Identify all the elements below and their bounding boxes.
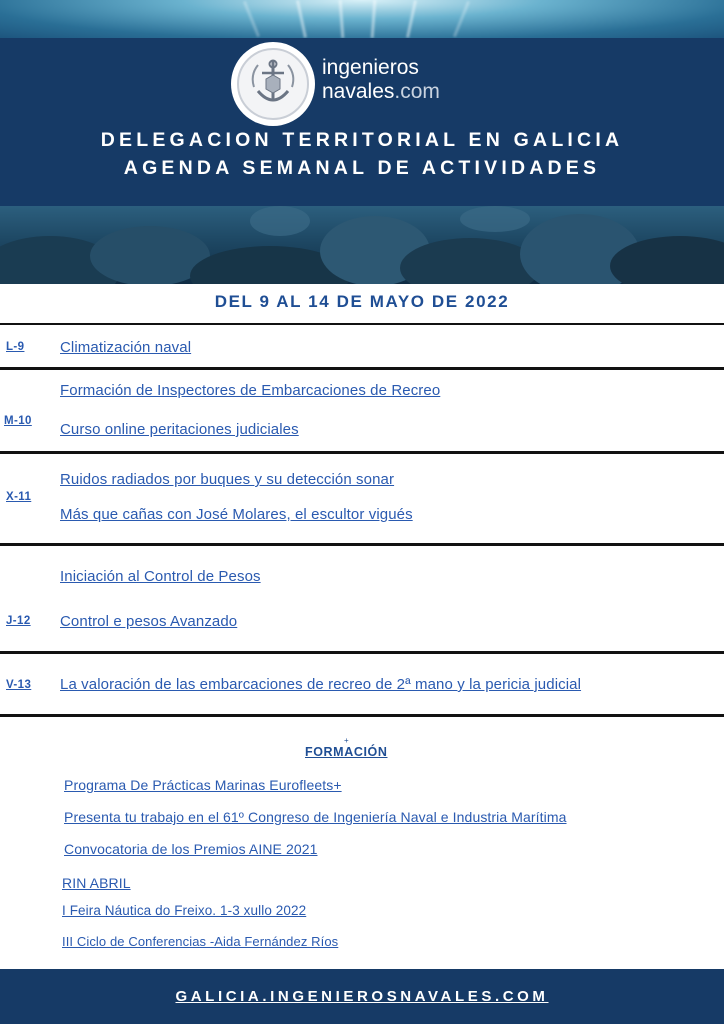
event-link[interactable]: Control e pesos Avanzado <box>60 613 238 630</box>
day-label-v13[interactable]: V-13 <box>6 679 32 691</box>
divider <box>0 651 724 654</box>
anchor-crest-icon <box>248 57 298 111</box>
event-link[interactable]: Curso online peritaciones judiciales <box>60 421 299 438</box>
header-banner <box>0 38 724 206</box>
day-label-m10[interactable]: M-10 <box>4 415 32 427</box>
event-link[interactable]: Más que cañas con José Molares, el escultor vigués <box>60 506 413 523</box>
footer-website-link[interactable]: GALICIA.INGENIEROSNAVALES.COM <box>175 988 549 1005</box>
event-link[interactable]: Climatización naval <box>60 339 192 356</box>
day-label-x11[interactable]: X-11 <box>6 491 32 503</box>
divider <box>0 367 724 370</box>
logo-domain: .com <box>394 80 440 103</box>
day-label-l9[interactable]: L-9 <box>6 341 25 353</box>
event-link[interactable]: Iniciación al Control de Pesos <box>60 568 261 585</box>
seabed-image <box>0 206 724 284</box>
event-link[interactable]: Formación de Inspectores de Embarcaciones de Recreo <box>60 382 441 399</box>
divider <box>0 323 724 325</box>
divider <box>0 451 724 454</box>
page-title-line-1: DELEGACION TERRITORIAL EN GALICIA <box>100 129 624 151</box>
formacion-title[interactable]: FORMACIÓN <box>305 745 388 759</box>
logo-line-1: ingenieros <box>322 56 419 79</box>
formacion-link[interactable]: Convocatoria de los Premios AINE 2021 <box>64 841 318 857</box>
event-link[interactable]: Ruidos radiados por buques y su detección sonar <box>60 471 395 488</box>
formacion-link[interactable]: III Ciclo de Conferencias -Aida Fernández Ríos <box>62 934 339 949</box>
formacion-link[interactable]: Programa De Prácticas Marinas Eurofleets+ <box>64 777 342 793</box>
header-water-image <box>0 0 724 38</box>
day-label-j12[interactable]: J-12 <box>6 615 31 627</box>
formacion-link[interactable]: RIN ABRIL <box>62 875 131 891</box>
divider <box>0 714 724 717</box>
logo-wordmark <box>322 56 440 104</box>
week-range: DEL 9 AL 14 DE MAYO DE 2022 <box>214 292 510 311</box>
section-marker: + <box>344 736 349 745</box>
page-title-line-2: AGENDA SEMANAL DE ACTIVIDADES <box>123 157 601 179</box>
event-link[interactable]: La valoración de las embarcaciones de recreo de 2ª mano y la pericia judicial <box>60 676 582 693</box>
logo-emblem <box>231 42 315 126</box>
formacion-link[interactable]: I Feira Náutica do Freixo. 1-3 xullo 2022 <box>62 903 307 918</box>
page-title <box>0 126 724 182</box>
logo-line-2: navales <box>322 80 395 103</box>
formacion-link[interactable]: Presenta tu trabajo en el 61º Congreso de Ingeniería Naval e Industria Marítima <box>64 809 567 825</box>
divider <box>0 543 724 546</box>
